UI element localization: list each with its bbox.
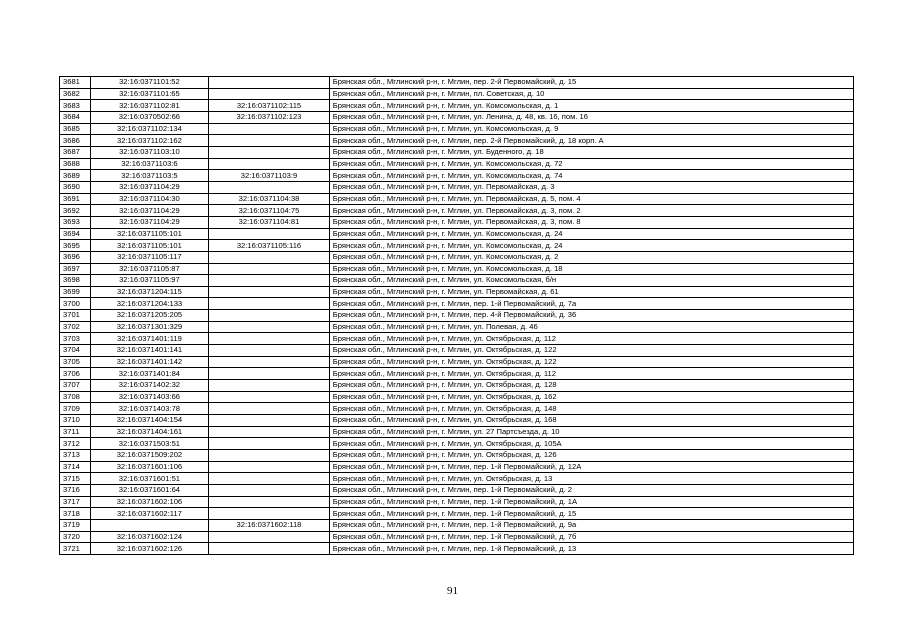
cadastral-number-cell: 32:16:0371401:119 (90, 333, 209, 345)
address-cell: Брянская обл., Мглинский р-н, г. Мглин, ул. Октябрьская, д. 128 (329, 380, 853, 392)
cadastral-number-cell: 32:16:0371204:115 (90, 286, 209, 298)
row-number-cell: 3714 (60, 461, 91, 473)
building-cadastral-number-cell: 32:16:0371104:75 (209, 205, 330, 217)
building-cadastral-number-cell (209, 473, 330, 485)
table-row (60, 426, 854, 438)
table-row (60, 496, 854, 508)
table-row (60, 216, 854, 228)
row-number-cell: 3715 (60, 473, 91, 485)
cadastral-number-cell: 32:16:0371602:124 (90, 531, 209, 543)
table-row (60, 403, 854, 415)
cadastral-number-cell: 32:16:0371205:205 (90, 310, 209, 322)
building-cadastral-number-cell (209, 415, 330, 427)
row-number-cell: 3688 (60, 158, 91, 170)
row-number-cell: 3705 (60, 356, 91, 368)
building-cadastral-number-cell: 32:16:0371104:38 (209, 193, 330, 205)
address-cell: Брянская обл., Мглинский р-н, г. Мглин, ул. Октябрьская, д. 122 (329, 345, 853, 357)
cadastral-number-cell (90, 519, 209, 531)
cadastral-number-cell: 32:16:0371105:87 (90, 263, 209, 275)
address-cell: Брянская обл., Мглинский р-н, г. Мглин, пер. 2-й Первомайский, д. 15 (329, 77, 853, 89)
cadastral-number-cell: 32:16:0371602:126 (90, 543, 209, 555)
building-cadastral-number-cell: 32:16:0371102:115 (209, 100, 330, 112)
address-cell: Брянская обл., Мглинский р-н, г. Мглин, ул. Комсомольская, д. 24 (329, 228, 853, 240)
cadastral-number-cell: 32:16:0371401:141 (90, 345, 209, 357)
address-cell: Брянская обл., Мглинский р-н, г. Мглин, ул. Комсомольская, д. 9 (329, 123, 853, 135)
cadastral-number-cell: 32:16:0371105:101 (90, 240, 209, 252)
row-number-cell: 3721 (60, 543, 91, 555)
table-row (60, 450, 854, 462)
table-row (60, 240, 854, 252)
address-cell: Брянская обл., Мглинский р-н, г. Мглин, ул. Первомайская, д. 3, пом. 8 (329, 216, 853, 228)
row-number-cell: 3696 (60, 251, 91, 263)
row-number-cell: 3699 (60, 286, 91, 298)
building-cadastral-number-cell (209, 251, 330, 263)
building-cadastral-number-cell (209, 298, 330, 310)
cadastral-number-cell: 32:16:0371509:202 (90, 450, 209, 462)
table-row (60, 461, 854, 473)
table-row (60, 251, 854, 263)
building-cadastral-number-cell (209, 438, 330, 450)
address-cell: Брянская обл., Мглинский р-н, г. Мглин, ул. Октябрьская, д. 112 (329, 368, 853, 380)
row-number-cell: 3681 (60, 77, 91, 89)
row-number-cell: 3712 (60, 438, 91, 450)
row-number-cell: 3682 (60, 88, 91, 100)
address-cell: Брянская обл., Мглинский р-н, г. Мглин, пер. 1-й Первомайский, д. 7б (329, 531, 853, 543)
table-row (60, 519, 854, 531)
building-cadastral-number-cell (209, 158, 330, 170)
address-cell: Брянская обл., Мглинский р-н, г. Мглин, ул. Комсомольская, б/н (329, 275, 853, 287)
row-number-cell: 3701 (60, 310, 91, 322)
building-cadastral-number-cell (209, 310, 330, 322)
building-cadastral-number-cell (209, 275, 330, 287)
cadastral-number-cell: 32:16:0371101:65 (90, 88, 209, 100)
cadastral-number-cell: 32:16:0371101:52 (90, 77, 209, 89)
row-number-cell: 3702 (60, 321, 91, 333)
building-cadastral-number-cell (209, 88, 330, 100)
building-cadastral-number-cell: 32:16:0371602:118 (209, 519, 330, 531)
row-number-cell: 3683 (60, 100, 91, 112)
table-row (60, 345, 854, 357)
address-cell: Брянская обл., Мглинский р-н, г. Мглин, ул. Октябрьская, д. 112 (329, 333, 853, 345)
address-cell: Брянская обл., Мглинский р-н, г. Мглин, ул. 27 Партсъезда, д. 10 (329, 426, 853, 438)
table-row (60, 275, 854, 287)
row-number-cell: 3719 (60, 519, 91, 531)
address-cell: Брянская обл., Мглинский р-н, г. Мглин, ул. Октябрьская, д. 162 (329, 391, 853, 403)
building-cadastral-number-cell (209, 461, 330, 473)
table-row (60, 181, 854, 193)
cadastral-number-cell: 32:16:0371601:106 (90, 461, 209, 473)
cadastral-number-cell: 32:16:0371401:84 (90, 368, 209, 380)
cadastral-number-cell: 32:16:0371104:29 (90, 205, 209, 217)
building-cadastral-number-cell (209, 368, 330, 380)
row-number-cell: 3718 (60, 508, 91, 520)
row-number-cell: 3685 (60, 123, 91, 135)
table-row (60, 123, 854, 135)
cadastral-number-cell: 32:16:0371402:32 (90, 380, 209, 392)
building-cadastral-number-cell: 32:16:0371104:81 (209, 216, 330, 228)
address-cell: Брянская обл., Мглинский р-н, г. Мглин, пер. 1-й Первомайский, д. 7а (329, 298, 853, 310)
address-cell: Брянская обл., Мглинский р-н, г. Мглин, пер. 1-й Первомайский, д. 13 (329, 543, 853, 555)
table-row (60, 391, 854, 403)
table-row (60, 158, 854, 170)
row-number-cell: 3707 (60, 380, 91, 392)
cadastral-number-cell: 32:16:0371102:162 (90, 135, 209, 147)
cadastral-number-cell: 32:16:0371401:142 (90, 356, 209, 368)
building-cadastral-number-cell (209, 508, 330, 520)
cadastral-number-cell: 32:16:0371103:5 (90, 170, 209, 182)
address-cell: Брянская обл., Мглинский р-н, г. Мглин, ул. Комсомольская, д. 1 (329, 100, 853, 112)
address-cell: Брянская обл., Мглинский р-н, г. Мглин, пер. 4-й Первомайский, д. 36 (329, 310, 853, 322)
building-cadastral-number-cell (209, 403, 330, 415)
address-cell: Брянская обл., Мглинский р-н, г. Мглин, ул. Первомайская, д. 5, пом. 4 (329, 193, 853, 205)
address-cell: Брянская обл., Мглинский р-н, г. Мглин, ул. Октябрьская, д. 13 (329, 473, 853, 485)
row-number-cell: 3686 (60, 135, 91, 147)
table-row (60, 205, 854, 217)
cadastral-number-cell: 32:16:0371301:329 (90, 321, 209, 333)
cadastral-number-cell: 32:16:0371103:10 (90, 146, 209, 158)
building-cadastral-number-cell (209, 450, 330, 462)
row-number-cell: 3709 (60, 403, 91, 415)
page-number: 91 (447, 585, 458, 597)
table-row (60, 170, 854, 182)
table-row (60, 543, 854, 555)
table-row (60, 380, 854, 392)
address-cell: Брянская обл., Мглинский р-н, г. Мглин, пер. 1-й Первомайский, д. 2 (329, 484, 853, 496)
row-number-cell: 3694 (60, 228, 91, 240)
address-cell: Брянская обл., Мглинский р-н, г. Мглин, ул. Первомайская, д. 3 (329, 181, 853, 193)
row-number-cell: 3691 (60, 193, 91, 205)
row-number-cell: 3698 (60, 275, 91, 287)
building-cadastral-number-cell (209, 543, 330, 555)
registry-table-body (60, 77, 854, 555)
row-number-cell: 3703 (60, 333, 91, 345)
cadastral-number-cell: 32:16:0370502:66 (90, 111, 209, 123)
building-cadastral-number-cell (209, 356, 330, 368)
address-cell: Брянская обл., Мглинский р-н, г. Мглин, ул. Октябрьская, д. 122 (329, 356, 853, 368)
address-cell: Брянская обл., Мглинский р-н, г. Мглин, ул. Первомайская, д. 3, пом. 2 (329, 205, 853, 217)
table-row (60, 473, 854, 485)
address-cell: Брянская обл., Мглинский р-н, г. Мглин, пер. 1-й Первомайский, д. 15 (329, 508, 853, 520)
building-cadastral-number-cell: 32:16:0371103:9 (209, 170, 330, 182)
row-number-cell: 3717 (60, 496, 91, 508)
table-row (60, 415, 854, 427)
cadastral-number-cell: 32:16:0371403:66 (90, 391, 209, 403)
address-cell: Брянская обл., Мглинский р-н, г. Мглин, ул. Буденного, д. 18 (329, 146, 853, 158)
table-row (60, 368, 854, 380)
building-cadastral-number-cell: 32:16:0371105:116 (209, 240, 330, 252)
row-number-cell: 3684 (60, 111, 91, 123)
cadastral-number-cell: 32:16:0371105:101 (90, 228, 209, 240)
address-cell: Брянская обл., Мглинский р-н, г. Мглин, ул. Октябрьская, д. 126 (329, 450, 853, 462)
table-row (60, 508, 854, 520)
row-number-cell: 3706 (60, 368, 91, 380)
cadastral-number-cell: 32:16:0371102:81 (90, 100, 209, 112)
address-cell: Брянская обл., Мглинский р-н, г. Мглин, пер. 2-й Первомайский, д. 18 корп. А (329, 135, 853, 147)
cadastral-number-cell: 32:16:0371104:30 (90, 193, 209, 205)
cadastral-number-cell: 32:16:0371103:6 (90, 158, 209, 170)
building-cadastral-number-cell (209, 380, 330, 392)
address-cell: Брянская обл., Мглинский р-н, г. Мглин, ул. Комсомольская, д. 72 (329, 158, 853, 170)
cadastral-number-cell: 32:16:0371104:29 (90, 216, 209, 228)
cadastral-number-cell: 32:16:0371404:154 (90, 415, 209, 427)
cadastral-number-cell: 32:16:0371602:106 (90, 496, 209, 508)
building-cadastral-number-cell (209, 321, 330, 333)
building-cadastral-number-cell (209, 77, 330, 89)
address-cell: Брянская обл., Мглинский р-н, г. Мглин, пер. 1-й Первомайский, д. 12А (329, 461, 853, 473)
table-row (60, 228, 854, 240)
building-cadastral-number-cell (209, 286, 330, 298)
address-cell: Брянская обл., Мглинский р-н, г. Мглин, ул. Комсомольская, д. 2 (329, 251, 853, 263)
table-row (60, 263, 854, 275)
building-cadastral-number-cell (209, 263, 330, 275)
cadastral-number-cell: 32:16:0371601:51 (90, 473, 209, 485)
row-number-cell: 3700 (60, 298, 91, 310)
table-row (60, 310, 854, 322)
row-number-cell: 3710 (60, 415, 91, 427)
row-number-cell: 3716 (60, 484, 91, 496)
cadastral-number-cell: 32:16:0371105:117 (90, 251, 209, 263)
address-cell: Брянская обл., Мглинский р-н, г. Мглин, пер. 1-й Первомайский, д. 9а (329, 519, 853, 531)
building-cadastral-number-cell (209, 181, 330, 193)
row-number-cell: 3692 (60, 205, 91, 217)
cadastral-number-cell: 32:16:0371403:78 (90, 403, 209, 415)
table-row (60, 484, 854, 496)
building-cadastral-number-cell (209, 531, 330, 543)
address-cell: Брянская обл., Мглинский р-н, г. Мглин, ул. Октябрьская, д. 105А (329, 438, 853, 450)
address-cell: Брянская обл., Мглинский р-н, г. Мглин, ул. Ленина, д. 48, кв. 16, пом. 16 (329, 111, 853, 123)
cadastral-number-cell: 32:16:0371102:134 (90, 123, 209, 135)
address-cell: Брянская обл., Мглинский р-н, г. Мглин, пер. 1-й Первомайский, д. 1А (329, 496, 853, 508)
table-row (60, 321, 854, 333)
row-number-cell: 3713 (60, 450, 91, 462)
cadastral-number-cell: 32:16:0371602:117 (90, 508, 209, 520)
row-number-cell: 3690 (60, 181, 91, 193)
row-number-cell: 3695 (60, 240, 91, 252)
cadastral-number-cell: 32:16:0371601:64 (90, 484, 209, 496)
table-row (60, 438, 854, 450)
building-cadastral-number-cell (209, 228, 330, 240)
table-row (60, 286, 854, 298)
building-cadastral-number-cell (209, 345, 330, 357)
address-cell: Брянская обл., Мглинский р-н, г. Мглин, ул. Комсомольская, д. 24 (329, 240, 853, 252)
cadastral-number-cell: 32:16:0371503:51 (90, 438, 209, 450)
building-cadastral-number-cell (209, 333, 330, 345)
table-row (60, 193, 854, 205)
table-row (60, 146, 854, 158)
address-cell: Брянская обл., Мглинский р-н, г. Мглин, ул. Октябрьская, д. 148 (329, 403, 853, 415)
address-cell: Брянская обл., Мглинский р-н, г. Мглин, ул. Первомайская, д. 61 (329, 286, 853, 298)
table-row (60, 88, 854, 100)
registry-table (59, 76, 854, 555)
address-cell: Брянская обл., Мглинский р-н, г. Мглин, ул. Комсомольская, д. 74 (329, 170, 853, 182)
row-number-cell: 3720 (60, 531, 91, 543)
building-cadastral-number-cell (209, 135, 330, 147)
table-row (60, 135, 854, 147)
cadastral-number-cell: 32:16:0371104:29 (90, 181, 209, 193)
building-cadastral-number-cell (209, 484, 330, 496)
address-cell: Брянская обл., Мглинский р-н, г. Мглин, ул. Комсомольская, д. 18 (329, 263, 853, 275)
building-cadastral-number-cell (209, 391, 330, 403)
table-row (60, 111, 854, 123)
row-number-cell: 3697 (60, 263, 91, 275)
building-cadastral-number-cell (209, 426, 330, 438)
table-row (60, 100, 854, 112)
cadastral-number-cell: 32:16:0371204:133 (90, 298, 209, 310)
row-number-cell: 3708 (60, 391, 91, 403)
table-row (60, 531, 854, 543)
table-row (60, 333, 854, 345)
row-number-cell: 3693 (60, 216, 91, 228)
building-cadastral-number-cell (209, 146, 330, 158)
building-cadastral-number-cell (209, 123, 330, 135)
building-cadastral-number-cell (209, 496, 330, 508)
address-cell: Брянская обл., Мглинский р-н, г. Мглин, ул. Полевая, д. 46 (329, 321, 853, 333)
address-cell: Брянская обл., Мглинский р-н, г. Мглин, ул. Октябрьская, д. 168 (329, 415, 853, 427)
cadastral-number-cell: 32:16:0371404:161 (90, 426, 209, 438)
building-cadastral-number-cell: 32:16:0371102:123 (209, 111, 330, 123)
row-number-cell: 3687 (60, 146, 91, 158)
table-row (60, 356, 854, 368)
address-cell: Брянская обл., Мглинский р-н, г. Мглин, пл. Советская, д. 10 (329, 88, 853, 100)
table-row (60, 298, 854, 310)
table-row (60, 77, 854, 89)
cadastral-number-cell: 32:16:0371105:97 (90, 275, 209, 287)
row-number-cell: 3711 (60, 426, 91, 438)
row-number-cell: 3689 (60, 170, 91, 182)
row-number-cell: 3704 (60, 345, 91, 357)
